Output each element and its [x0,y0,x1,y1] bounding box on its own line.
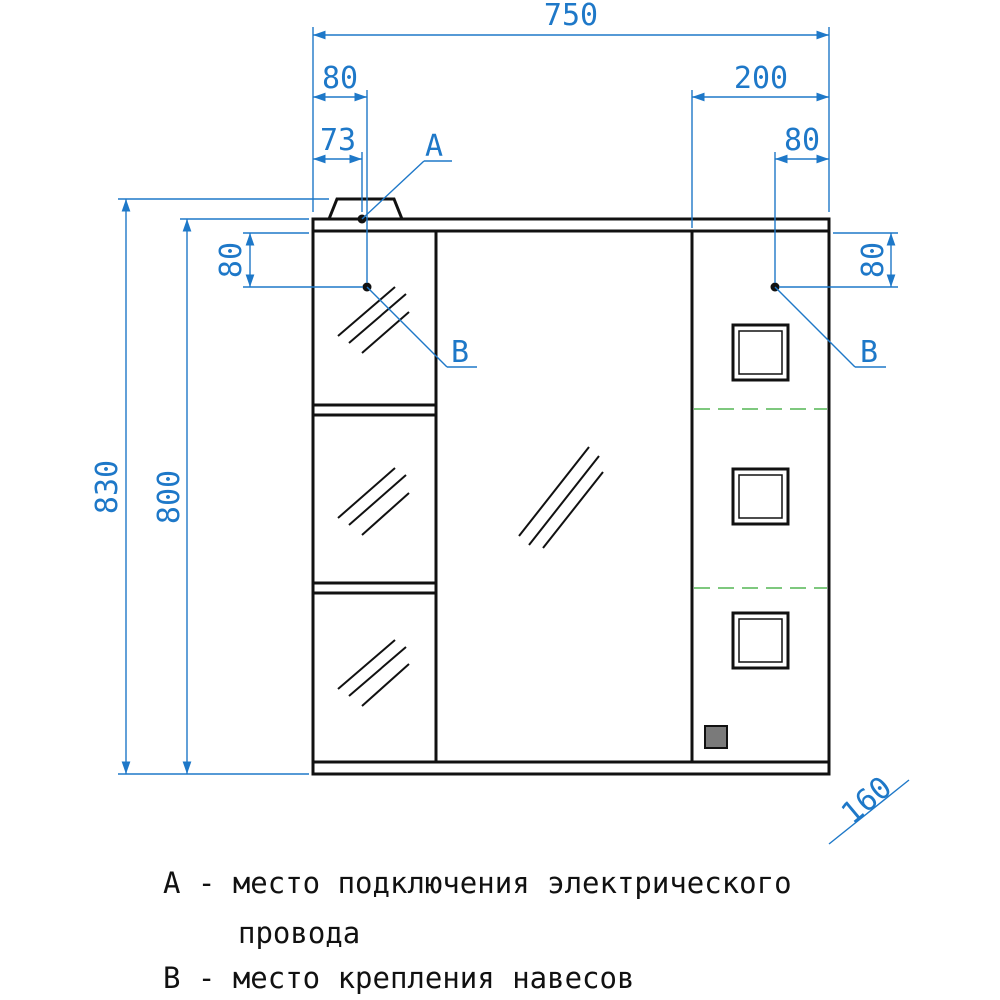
window-top [733,325,788,380]
switch-icon [705,726,727,748]
legend-line-3: B - место крепления навесов [163,961,635,995]
dim-right-vertical-offset-label: 80 [856,241,891,279]
dim-total-height [90,199,329,774]
dim-right-offset [775,123,829,283]
left-door-bottom [313,593,436,762]
center-mirror-door [436,231,692,762]
left-door-middle [313,415,436,583]
mirror-hatch-left-top [338,287,409,353]
callout-a [358,129,453,224]
right-section [692,231,829,762]
top-board [313,219,829,231]
bottom-board [313,762,829,774]
cabinet-outline [313,199,829,774]
dim-right-offset-label: 80 [783,123,821,158]
dim-right-vertical-offset [779,233,898,287]
mirror-hatch-left-middle [338,468,409,535]
legend-line-1: A - место подключения электрического [163,866,792,900]
dim-total-height-label: 830 [90,459,125,515]
dim-depth [829,770,909,844]
callout-a-label: A [425,129,444,164]
window-middle [733,469,788,524]
dim-left-offset-inner-label: 73 [319,123,357,158]
dim-body-height [152,219,309,774]
callout-b-left [363,283,478,371]
callout-b-right-label: B [860,335,879,370]
dim-left-vertical-offset [214,233,363,287]
dim-left-vertical-offset-label: 80 [214,241,249,279]
left-door-top [313,231,436,405]
dim-overall-width [313,0,829,212]
dim-body-height-label: 800 [152,469,187,525]
window-bottom [733,613,788,668]
mirror-hatch-center [519,447,603,548]
legend-line-2: провода [238,916,361,950]
legend [163,866,792,995]
dim-depth-label: 160 [834,769,899,832]
dim-overall-width-label: 750 [543,0,599,33]
dim-left-offset-outer [313,61,367,283]
dim-right-section-width-label: 200 [733,61,789,96]
callout-b-left-label: B [451,335,470,370]
dim-left-offset-outer-label: 80 [321,61,359,96]
mirror-hatch-left-bottom [338,640,409,706]
